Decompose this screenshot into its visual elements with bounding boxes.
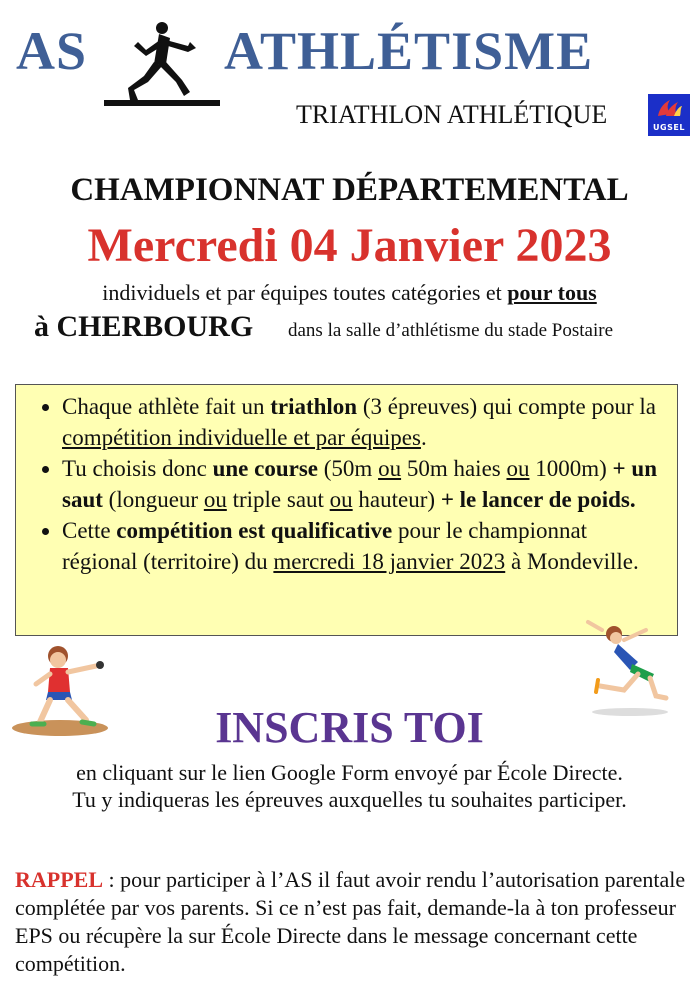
audience-emphasis: pour tous [507,280,597,305]
text: . [420,425,427,450]
signup-line-1: en cliquant sur le lien Google Form envoyé par École Directe. [76,760,623,785]
text-bold: compétition est qualificative [116,518,393,543]
text: (longueur [108,487,199,512]
info-item-events [62,453,667,515]
info-item-triathlon [62,391,667,453]
info-box [15,384,678,636]
reminder-text: : pour participer à l’AS il faut avoir rendu l’autorisation parentale complétée par vos parents. Si ce n’est pas fait, demande-la à ton professeur EPS ou récupère la sur École Directe dans le message concernant cette compétition. [15,867,686,976]
text: hauteur) [358,487,436,512]
text-underlined: ou [329,487,353,512]
signup-heading: INSCRIS TOI [215,703,484,752]
subtitle: TRIATHLON ATHLÉTIQUE [296,100,608,129]
event-city: à CHERBOURG [34,310,254,343]
text-bold: + le lancer de poids. [440,487,636,512]
ugsel-flame-icon [648,94,690,124]
championship-heading: CHAMPIONNAT DÉPARTEMENTAL [70,172,629,208]
info-list [16,385,677,577]
text-underlined: compétition individuelle et par équipes [62,425,421,450]
text: Cette [62,518,111,543]
text-underlined: mercredi 18 janvier 2023 [273,549,506,574]
audience-line [0,280,699,306]
text-underlined: ou [203,487,227,512]
logo-text: UGSEL [653,123,685,132]
reminder-label: RAPPEL [15,867,103,892]
info-item-qualification [62,515,667,577]
ugsel-logo [648,94,690,136]
audience-text: individuels et par équipes toutes catégories et [102,280,502,305]
text-underlined: ou [506,456,530,481]
title-athletisme: ATHLÉTISME [224,21,594,81]
event-venue: dans la salle d’athlétisme du stade Postaire [288,320,614,341]
text: (50m [323,456,373,481]
text: triple saut [232,487,324,512]
event-date: Mercredi 04 Janvier 2023 [87,219,612,272]
signup-line-2: Tu y indiqueras les épreuves auxquelles tu souhaites participer. [72,787,627,812]
text: Chaque athlète fait un [62,394,265,419]
signup-instructions [0,759,699,813]
title-as: AS [16,21,88,81]
reminder [15,866,687,978]
text: 1000m) [535,456,607,481]
text-bold: triathlon [270,394,358,419]
text-underlined: ou [378,456,402,481]
sprinter-icon [104,20,220,112]
text: (3 épreuves) qui compte pour la [362,394,656,419]
text: Tu choisis donc [62,456,207,481]
text-bold: une course [212,456,319,481]
text: pour le championnat régional (territoire) du [62,518,588,574]
text: 50m haies [406,456,501,481]
text-bold: + un saut [62,456,657,512]
text: à Mondeville. [510,549,639,574]
